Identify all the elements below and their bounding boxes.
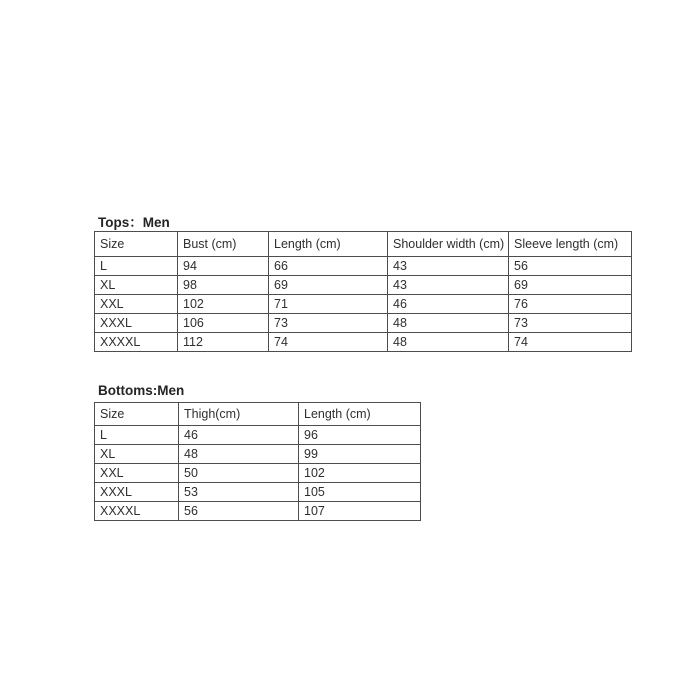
- size-cell: XL: [95, 445, 179, 464]
- length-cell: 102: [299, 464, 421, 483]
- size-cell: L: [95, 257, 178, 276]
- size-cell: XXL: [95, 295, 178, 314]
- bust-cell: 98: [178, 276, 269, 295]
- thigh-cell: 53: [179, 483, 299, 502]
- column-header-thigh: Thigh(cm): [179, 403, 299, 426]
- length-cell: 74: [269, 333, 388, 352]
- column-header-bust: Bust (cm): [178, 232, 269, 257]
- length-cell: 99: [299, 445, 421, 464]
- bottoms-size-table: [94, 402, 421, 521]
- bust-cell: 102: [178, 295, 269, 314]
- table-row: [95, 426, 421, 445]
- shoulder-width-cell: 46: [388, 295, 509, 314]
- table-row: [95, 295, 632, 314]
- column-header-length: Length (cm): [269, 232, 388, 257]
- column-header-shoulder-width: Shoulder width (cm): [388, 232, 509, 257]
- bottoms-table-title: Bottoms:Men: [98, 383, 185, 398]
- column-header-size: Size: [95, 403, 179, 426]
- length-cell: 69: [269, 276, 388, 295]
- size-cell: XXXXL: [95, 502, 179, 521]
- size-cell: XXL: [95, 464, 179, 483]
- tops-header-row: [95, 232, 632, 257]
- bottoms-header-row: [95, 403, 421, 426]
- size-cell: XXXXL: [95, 333, 178, 352]
- length-cell: 66: [269, 257, 388, 276]
- column-header-size: Size: [95, 232, 178, 257]
- tops-size-table: [94, 231, 632, 352]
- table-row: [95, 464, 421, 483]
- bust-cell: 106: [178, 314, 269, 333]
- table-row: [95, 333, 632, 352]
- sleeve-length-cell: 74: [509, 333, 632, 352]
- sleeve-length-cell: 76: [509, 295, 632, 314]
- shoulder-width-cell: 43: [388, 257, 509, 276]
- table-row: [95, 483, 421, 502]
- table-row: [95, 257, 632, 276]
- length-cell: 71: [269, 295, 388, 314]
- size-cell: XL: [95, 276, 178, 295]
- length-cell: 105: [299, 483, 421, 502]
- size-cell: XXXL: [95, 483, 179, 502]
- table-row: [95, 314, 632, 333]
- thigh-cell: 48: [179, 445, 299, 464]
- sleeve-length-cell: 69: [509, 276, 632, 295]
- bust-cell: 94: [178, 257, 269, 276]
- thigh-cell: 46: [179, 426, 299, 445]
- table-row: [95, 445, 421, 464]
- size-cell: XXXL: [95, 314, 178, 333]
- tops-table-title: Tops：Men: [98, 215, 170, 230]
- column-header-length: Length (cm): [299, 403, 421, 426]
- sleeve-length-cell: 56: [509, 257, 632, 276]
- shoulder-width-cell: 48: [388, 333, 509, 352]
- length-cell: 73: [269, 314, 388, 333]
- shoulder-width-cell: 48: [388, 314, 509, 333]
- table-row: [95, 502, 421, 521]
- column-header-sleeve-length: Sleeve length (cm): [509, 232, 632, 257]
- sleeve-length-cell: 73: [509, 314, 632, 333]
- thigh-cell: 56: [179, 502, 299, 521]
- table-row: [95, 276, 632, 295]
- bust-cell: 112: [178, 333, 269, 352]
- thigh-cell: 50: [179, 464, 299, 483]
- shoulder-width-cell: 43: [388, 276, 509, 295]
- length-cell: 107: [299, 502, 421, 521]
- size-cell: L: [95, 426, 179, 445]
- length-cell: 96: [299, 426, 421, 445]
